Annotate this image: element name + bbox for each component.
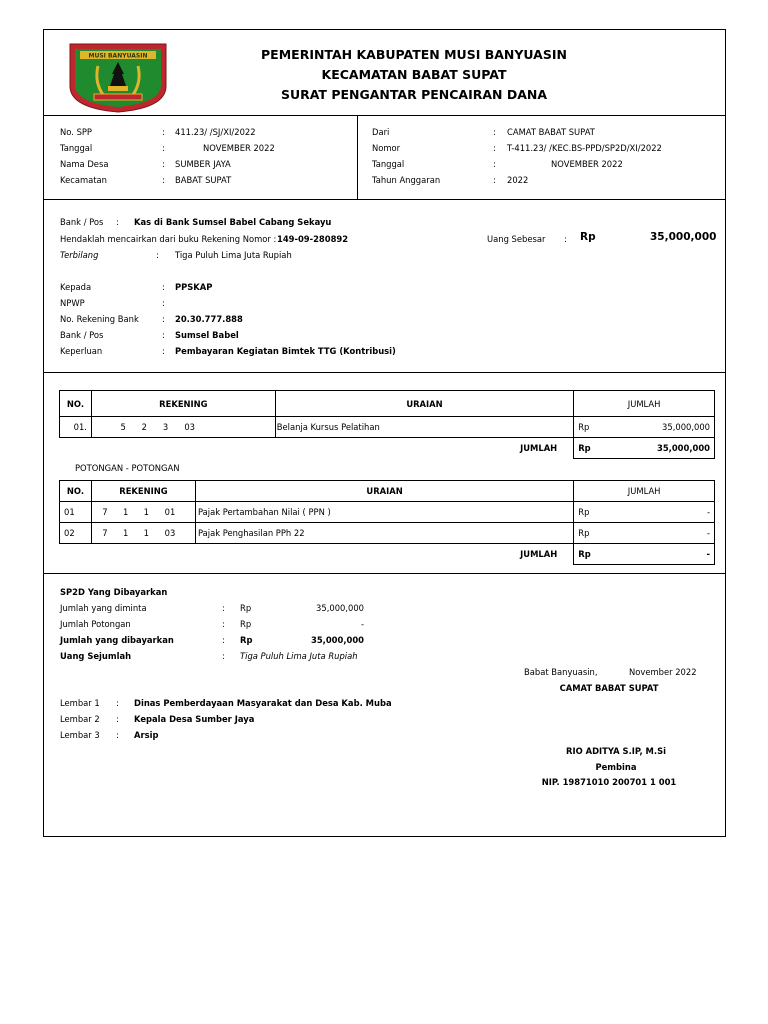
recipient-sep: : xyxy=(162,298,165,308)
bank-sep: : xyxy=(116,217,119,227)
uang-sep: : xyxy=(564,234,567,244)
row-jumlah: Rp - xyxy=(574,502,715,523)
recipient-value: Sumsel Babel xyxy=(175,330,239,340)
musi-banyuasin-logo-icon xyxy=(64,38,172,114)
uang-label: Uang Sebesar xyxy=(487,234,546,244)
sp2d-rp: Rp xyxy=(240,603,252,613)
recipient-label: No. Rekening Bank xyxy=(60,314,139,324)
row-jumlah: Rp - xyxy=(574,523,715,544)
row-rekening: 7 1 1 01 xyxy=(91,502,195,523)
divider xyxy=(44,372,725,373)
sp2d-title: SP2D Yang Dibayarkan xyxy=(60,587,168,597)
sp2d-rp: Rp xyxy=(240,635,253,645)
recipient-sep: : xyxy=(162,346,165,356)
col-uraian: URAIAN xyxy=(195,481,573,502)
sign-place: Babat Banyuasin, xyxy=(524,667,598,677)
table-row xyxy=(60,417,715,438)
total-jumlah: Rp - xyxy=(574,544,715,565)
info-label: Kecamatan xyxy=(60,175,107,185)
sign-date: November 2022 xyxy=(629,667,697,677)
table-total-row xyxy=(60,544,715,565)
divider xyxy=(44,115,725,116)
info-value: BABAT SUPAT xyxy=(175,175,232,185)
rekening-table xyxy=(59,390,715,459)
info-value: T-411.23/ /KEC.BS-PPD/SP2D/XI/2022 xyxy=(507,143,662,153)
potongan-title: POTONGAN - POTONGAN xyxy=(75,463,180,473)
col-uraian: URAIAN xyxy=(275,391,573,417)
recipient-value: PPSKAP xyxy=(175,282,213,292)
row-jumlah: Rp 35,000,000 xyxy=(574,417,715,438)
lembar-sep: : xyxy=(116,698,119,708)
info-sep: : xyxy=(493,127,496,137)
recipient-label: NPWP xyxy=(60,298,85,308)
col-jumlah: JUMLAH xyxy=(574,481,715,502)
info-value: CAMAT BABAT SUPAT xyxy=(507,127,595,137)
recipient-label: Kepada xyxy=(60,282,92,292)
info-sep: : xyxy=(493,159,496,169)
recipient-value: Pembayaran Kegiatan Bimtek TTG (Kontribusi) xyxy=(175,346,396,356)
lembar-label: Lembar 1 xyxy=(60,698,100,708)
recipient-sep: : xyxy=(162,282,165,292)
info-value: NOVEMBER 2022 xyxy=(203,143,275,153)
sp2d-label: Jumlah yang diminta xyxy=(60,603,147,613)
document-frame xyxy=(43,29,726,837)
lembar-value: Arsip xyxy=(134,730,159,740)
sp2d-value: 35,000,000 xyxy=(316,603,364,613)
table-row xyxy=(60,523,715,544)
col-no: NO. xyxy=(60,391,92,417)
info-label: Dari xyxy=(372,127,390,137)
table-header-row xyxy=(60,481,715,502)
rekening-text: Hendaklah mencairkan dari buku Rekening Nomor : xyxy=(60,234,277,244)
sejumlah-value: Tiga Puluh Lima Juta Rupiah xyxy=(240,651,358,661)
sp2d-sep: : xyxy=(222,619,225,629)
col-rekening: REKENING xyxy=(91,481,195,502)
sp2d-sep: : xyxy=(222,603,225,613)
info-label: Nomor xyxy=(372,143,401,153)
sign-position: CAMAT BABAT SUPAT xyxy=(559,683,659,693)
info-sep: : xyxy=(162,175,165,185)
header-line-3: SURAT PENGANTAR PENCAIRAN DANA xyxy=(280,87,548,102)
info-label: No. SPP xyxy=(60,127,92,137)
col-no: NO. xyxy=(60,481,92,502)
sign-nip: NIP. 19871010 200701 1 001 xyxy=(541,777,677,787)
divider xyxy=(44,199,725,200)
sejumlah-label: Uang Sejumlah xyxy=(60,651,132,661)
info-label: Tanggal xyxy=(60,143,93,153)
sejumlah-sep: : xyxy=(222,651,225,661)
terbilang-value: Tiga Puluh Lima Juta Rupiah xyxy=(175,250,292,260)
info-value: 411.23/ /SJ/XI/2022 xyxy=(175,127,256,137)
row-no: 02 xyxy=(60,523,92,544)
info-value: NOVEMBER 2022 xyxy=(551,159,623,169)
total-label: JUMLAH xyxy=(60,438,574,459)
row-rekening: 7 1 1 03 xyxy=(91,523,195,544)
info-value: 2022 xyxy=(507,175,529,185)
info-sep: : xyxy=(162,143,165,153)
recipient-label: Bank / Pos xyxy=(60,330,104,340)
row-uraian: Pajak Pertambahan Nilai ( PPN ) xyxy=(195,502,573,523)
sp2d-value: 35,000,000 xyxy=(311,635,364,645)
recipient-sep: : xyxy=(162,314,165,324)
rekening-number: 149-09-280892 xyxy=(277,234,349,244)
total-jumlah: Rp 35,000,000 xyxy=(574,438,715,459)
info-sep: : xyxy=(162,127,165,137)
row-rekening: 5 2 3 03 xyxy=(91,417,275,438)
sp2d-value: - xyxy=(360,619,364,629)
table-row xyxy=(60,502,715,523)
info-value: SUMBER JAYA xyxy=(175,159,231,169)
terbilang-label: Terbilang xyxy=(60,250,99,260)
info-label: Nama Desa xyxy=(60,159,109,169)
table-total-row xyxy=(60,438,715,459)
uang-amount: 35,000,000 xyxy=(650,231,717,243)
lembar-value: Kepala Desa Sumber Jaya xyxy=(134,714,255,724)
info-label: Tahun Anggaran xyxy=(372,175,441,185)
header-line-2: KECAMATAN BABAT SUPAT xyxy=(321,67,507,82)
sp2d-rp: Rp xyxy=(240,619,252,629)
uang-rp: Rp xyxy=(580,231,596,243)
lembar-label: Lembar 3 xyxy=(60,730,100,740)
row-no: 01. xyxy=(60,417,92,438)
table-header-row xyxy=(60,391,715,417)
bank-value: Kas di Bank Sumsel Babel Cabang Sekayu xyxy=(134,217,332,227)
lembar-sep: : xyxy=(116,714,119,724)
info-sep: : xyxy=(493,143,496,153)
recipient-label: Keperluan xyxy=(60,346,103,356)
sp2d-sep: : xyxy=(222,635,225,645)
potongan-table xyxy=(59,480,715,565)
col-rekening: REKENING xyxy=(91,391,275,417)
bank-label: Bank / Pos xyxy=(60,217,104,227)
sign-rank: Pembina xyxy=(595,762,637,772)
svg-text:MUSI BANYUASIN: MUSI BANYUASIN xyxy=(88,52,148,60)
lembar-label: Lembar 2 xyxy=(60,714,100,724)
row-uraian: Pajak Penghasilan PPh 22 xyxy=(195,523,573,544)
row-uraian: Belanja Kursus Pelatihan xyxy=(275,417,573,438)
recipient-value: 20.30.777.888 xyxy=(175,314,243,324)
lembar-sep: : xyxy=(116,730,119,740)
sp2d-label: Jumlah yang dibayarkan xyxy=(60,635,174,645)
info-sep: : xyxy=(493,175,496,185)
info-label: Tanggal xyxy=(372,159,405,169)
divider xyxy=(44,573,725,574)
sp2d-label: Jumlah Potongan xyxy=(60,619,131,629)
lembar-value: Dinas Pemberdayaan Masyarakat dan Desa Kab. Muba xyxy=(134,698,392,708)
info-sep: : xyxy=(162,159,165,169)
header-line-1: PEMERINTAH KABUPATEN MUSI BANYUASIN xyxy=(261,47,567,62)
row-no: 01 xyxy=(60,502,92,523)
total-label: JUMLAH xyxy=(60,544,574,565)
recipient-sep: : xyxy=(162,330,165,340)
sign-name: RIO ADITYA S.IP, M.Si xyxy=(566,746,666,756)
divider xyxy=(357,115,358,199)
terbilang-sep: : xyxy=(156,250,159,260)
col-jumlah: JUMLAH xyxy=(574,391,715,417)
